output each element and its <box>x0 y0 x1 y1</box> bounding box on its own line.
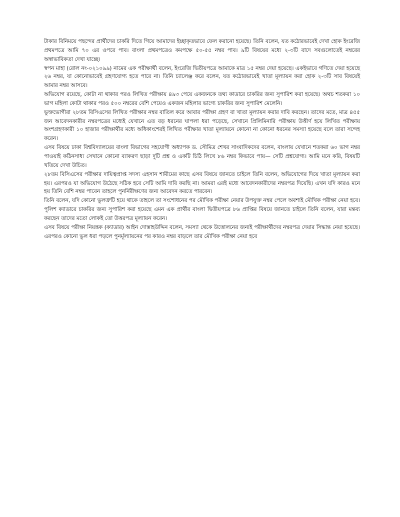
article-body <box>44 38 360 241</box>
paragraph-3: অভিযোগ রয়েছে, কোটা না থাকার পরও লিখিত পরীক্ষায় ৪৯৩ পেয়ে একজনকে তথ্য কাডারে চাকরির জন্য সুপারিশ করা হয়েছে। অথচ শতকরা ১০ ভাগ মহিলা কোটা থাকার পরও ৫০০ নম্বরের বেশি পেয়েও একজন মহিলার ভাগ্যে চাকরির জন্য সুপারিশ মেলেনি। <box>44 92 360 107</box>
paragraph-1: টাকার বিনিময়ে পছন্দের প্রার্থীদের চাকরি দিতে গিয়ে আমাদের ইচ্ছাকৃতভাবে ফেল করানো হয়েছে। তিনি বলেন, যত কঠোরভাবেই দেখা হোক ইংরেজি প্রথমপত্রে আমি ৭০ এর ওপরে পাব। বাংলা প্রথমপত্রেও কমপক্ষে ৫০-৫৫ নম্বর পাব। ৯টি বিষয়ের মধ্যে ২-৩টি বাদে সবগুলোতেই নম্বরের অস্বাভাবিকতা দেখা যাচ্ছে। <box>44 39 360 63</box>
paragraph-7: তিনি বলেন, যদি কোনো ভুলত্রুটি হয়ে থাকে তাহলে তা সংশোধনের পর মৌখিক পরীক্ষা নেয়ার উপযুক্ত নম্বর পেলে অবশ্যই মৌখিক পরীক্ষা নেয়া হবে। পুলিশ ক্যাডারে চাকরির জন্য সুপারিশ করা হয়েছে এমন এক প্রার্থীর বাংলা দ্বিতীয়পত্রে ৮৬ প্রাপ্তির বিষয়ে জানতে চাইলে তিনি বলেন, যারা মন্তব্য করছেন তাদের মতো লোকই তো উত্তরপত্র মূল্যায়ন করেন। <box>44 198 360 222</box>
paragraph-2: স্বপন মাহা (রোল নং-০২১০৯৯) নামের এক পরীক্ষার্থী বলেন, ইংরেজি দ্বিতীয়পত্রে আমাকে মাত্র ১৫ নম্বর দেয়া হয়েছে। একইভাবে গণিতে দেয়া হয়েছে ২৬ নম্বর, যা কোনোভাবেই গ্রহণযোগ্য হতে পারে না। তিনি চ্যালেঞ্জ করে বলেন, যত কঠোরভাবেই খাতা মূল্যায়ন করা হোক ২-৩টি সাব বিষয়েই আমার নম্বর আসবে। <box>44 65 360 90</box>
paragraph-5: এসব বিষয়ে ঢাকা বিশ্ববিদ্যালয়ের বাংলা বিভাগের সহযোগী অধ্যাপক ড. সৌমিত্র শেখর সাংবাদিকদের বলেন, বাংলায় যেখানে শতকরা ৬০ ভাগ নম্বর পাওয়াই কঠিনসাধ্য সেখানে কোনো ব্যাকরণ ছাড়া দুটি প্রশ্ন ও একটি চিঠি লিখে ৮৬ নম্বর কিভাবে পায়— সেটি প্রশ্নযোগ্য। আমি মনে করি, বিষয়টি খতিয়ে দেখা উচিত। <box>44 145 360 169</box>
paragraph-8: এসব বিষয়ে পরীক্ষা নিয়ন্ত্রক (ক্যাডার) আইন দোস্তাহউদ্দিন বলেন, সমস্যা থেকে উত্তোলনের জন্যই পরীক্ষার্থীদের নম্বরপত্র দেয়ার সিদ্ধান্ত নেয়া হয়েছে। এরপরও কোনো ভুল ধরা পড়লে পুনর্মূল্যায়নের পর কারও নম্বর বাড়লে তার মৌখিক পরীক্ষা নেয়া হবে <box>44 224 360 240</box>
paragraph-4: ভুক্তভোগীরা ২৮তম বিসিএসের লিখিত পরীক্ষার নম্বর বাতিল করে আবার পরীক্ষা গ্রহণ বা খাতা মূল্যায়ন করার দাবি করছেন। তাদের মতে, মাত্র ৪৫৫ জন আবেদনকারীর নম্বরপত্রের মধ্যেই যেখানে এত বড় ধরনের ঘাপলা ধরা পড়েছে, সেখানে প্রিলিমিনারি পরীক্ষায় উত্তীর্ণ হয়ে লিখিত পরীক্ষায় অংশগ্রহণকারী ১০ হাজার পরীক্ষার্থীর মধ্যে অধিকাংশেরই লিখিত পরীক্ষার খাতা মূল্যায়নে কোনো না কোনো ধরনের সমস্যা হয়েছে বলে তারা সন্দেহ করেন। <box>44 109 360 143</box>
paragraph-6: ২৮তম বিসিএসের পরীক্ষার দায়িত্বপ্রাপ্ত সদস্য এহসান শামীমের কাছে এসব বিষয়ে জানতে চাইলে তিনি বলেন, অভিযোগের দিয়ে খাতা মূল্যায়ন করা হয়। এরপরও যা অভিযোগ উঠেছে সঠিক হবে সেটি আমি দাবি করছি না। আমরা এরই মধ্যে আবেদনকারীদের নম্বরপত্র দিয়েছি। এখন যদি কারও মনে হয় তিনি বেশি নম্বর পাবেন তাহলে পুনর্নিরীক্ষণের জন্য আবেদন করতে পারবেন। <box>44 171 360 196</box>
